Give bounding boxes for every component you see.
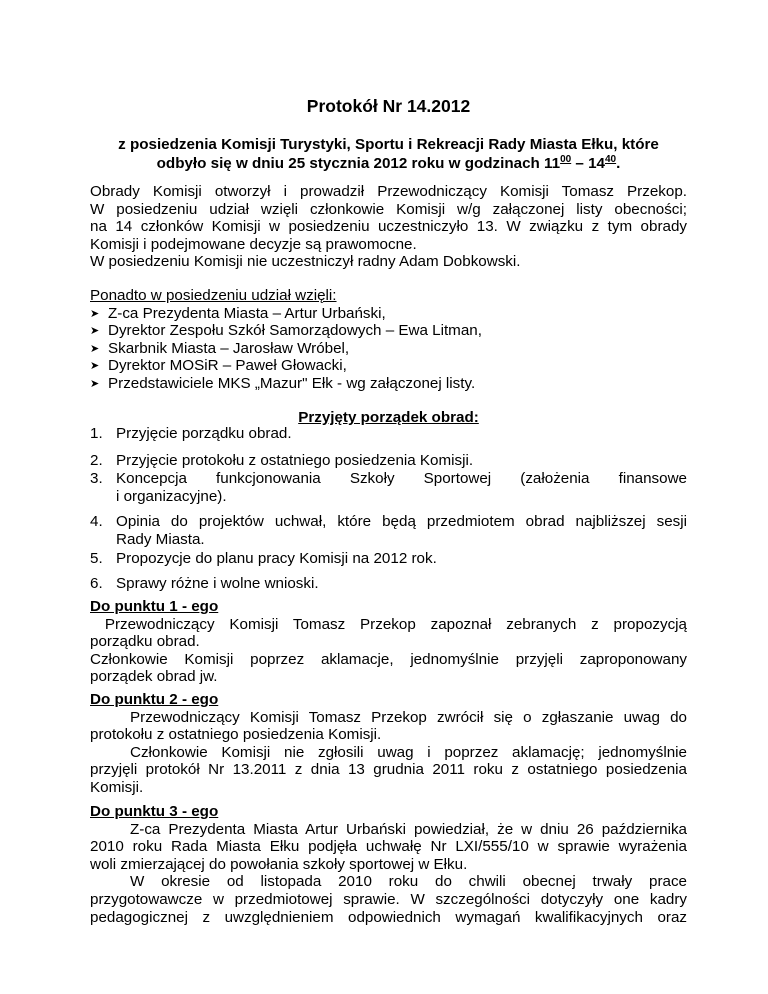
arrow-bullet-icon: ➤	[90, 325, 100, 338]
point-1-section: Do punktu 1 - ego Przewodniczący Komisji Tomasz Przekop zapoznał zebranych z propozycją porządku obrad. Członkowie Komisji poprzez aklamacje, jednomyślnie przyjęli zaproponowany porządek obrad jw.	[90, 598, 687, 686]
intro-paragraph: Obrady Komisji otworzył i prowadził Przewodniczący Komisji Tomasz Przekop. W posiedzeniu udział wzięli członkowie Komisji w/g załączonej listy obecności; na 14 członków Komisji w posiedzeniu uczestniczyło 13. W związku z tym obrady Komisji i podejmowane decyzje są prawomocne. W posiedzeniu Komisji nie uczestniczył radny Adam Dobkowski.	[90, 183, 687, 271]
arrow-bullet-icon: ➤	[90, 377, 100, 390]
document-subtitle	[90, 135, 687, 173]
point-1-heading: Do punktu 1 - ego	[90, 598, 219, 615]
agenda-heading: Przyjęty porządek obrad:	[298, 409, 479, 426]
subtitle-line-1: z posiedzenia Komisji Turystyki, Sportu i Rekreacji Rady Miasta Ełku, które	[118, 136, 659, 153]
arrow-bullet-icon: ➤	[90, 360, 100, 373]
agenda-item: 2. Przyjęcie protokołu z ostatniego posiedzenia Komisji.	[90, 452, 474, 469]
list-item: ➤ Dyrektor Zespołu Szkół Samorządowych – Ewa Litman,	[90, 322, 482, 340]
subtitle-line-2: odbyło się w dniu 25 stycznia 2012 roku w godzinach $11^{00} - 14^{40}$.	[156, 154, 621, 172]
agenda-item: 3. Koncepcja funkcjonowania Szkoły Sportowej (założenia finansowe i organizacyjne).	[90, 470, 687, 505]
point-2-section: Do punktu 2 - ego Przewodniczący Komisji Tomasz Przekop zwrócił się o zgłaszanie uwag do protokołu z ostatniego posiedzenia Komisji. Członkowie Komisji nie zgłosili uwag i poprzez aklamację; jednomyślnie przyjęli protokół Nr 13.2011 z dnia 13 grudnia 2011 roku z ostatniego posiedzenia Komisji.	[90, 691, 687, 796]
document-title: Protokół Nr 14.2012	[306, 96, 471, 116]
point-3-section: Do punktu 3 - ego Z-ca Prezydenta Miasta Artur Urbański powiedział, że w dniu 26 października 2010 roku Rada Miasta Ełku podjęła uchwałę Nr LXI/555/10 w sprawie wyrażenia woli zmierzającej do powołania szkoły sportowej w Ełku. W okresie od listopada 2010 roku do chwili obecnej trwały prace przygotowawcze w przedmiotowej sprawie. W szczególności dotyczyły one kadry pedagogicznej z uwzględnieniem odpowiednich wymagań kwalifikacyjnych oraz	[90, 803, 687, 926]
arrow-bullet-icon: ➤	[90, 342, 100, 355]
agenda-item: 6. Sprawy różne i wolne wnioski.	[90, 575, 319, 592]
list-item: ➤ Z-ca Prezydenta Miasta – Artur Urbański,	[90, 304, 386, 322]
list-item: ➤ Skarbnik Miasta – Jarosław Wróbel,	[90, 339, 350, 357]
guests-heading: Ponadto w posiedzeniu udział wzięli:	[90, 287, 337, 304]
agenda-item: 4. Opinia do projektów uchwał, które będą przedmiotem obrad najbliższej sesji Rady Miasta.	[90, 513, 687, 548]
list-item: ➤ Przedstawiciele MKS „Mazur" Ełk - wg załączonej listy.	[90, 374, 476, 392]
agenda-item: 5. Propozycje do planu pracy Komisji na 2012 rok.	[90, 550, 437, 567]
point-2-heading: Do punktu 2 - ego	[90, 691, 219, 708]
arrow-bullet-icon: ➤	[90, 307, 100, 320]
guests-section	[90, 287, 687, 393]
agenda-item: 1. Przyjęcie porządku obrad.	[90, 425, 292, 442]
list-item: ➤ Dyrektor MOSiR – Paweł Głowacki,	[90, 357, 347, 375]
point-3-heading: Do punktu 3 - ego	[90, 803, 219, 820]
